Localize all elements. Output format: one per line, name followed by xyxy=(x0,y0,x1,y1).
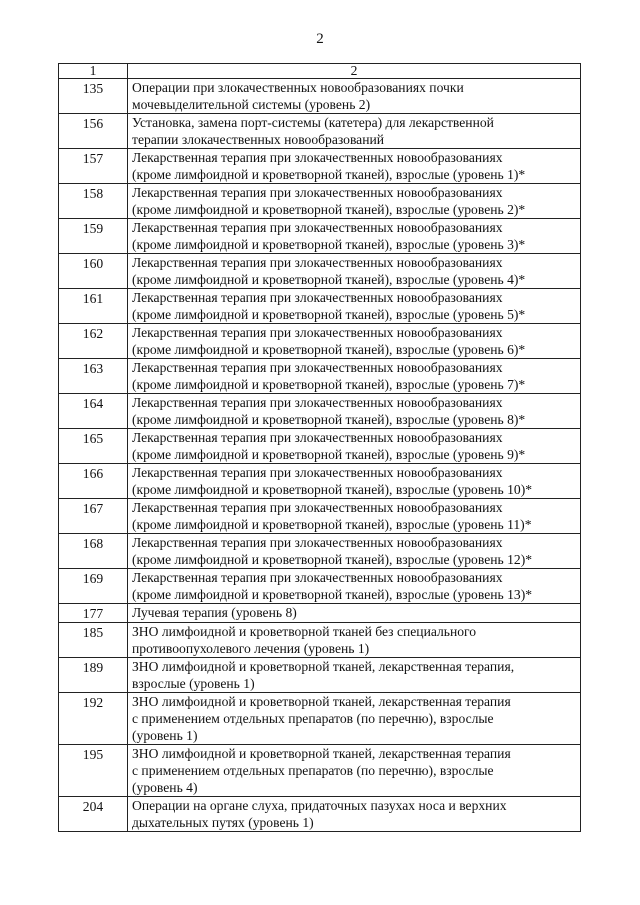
row-code: 165 xyxy=(59,429,128,464)
row-code: 166 xyxy=(59,464,128,499)
row-code: 157 xyxy=(59,149,128,184)
row-description: Лекарственная терапия при злокачественных новообразованиях (кроме лимфоидной и кроветворной тканей), взрослые (уровень 3)* xyxy=(128,219,581,254)
row-description: Лекарственная терапия при злокачественных новообразованиях (кроме лимфоидной и кроветворной тканей), взрослые (уровень 9)* xyxy=(128,429,581,464)
header-col-1: 1 xyxy=(59,64,128,79)
row-description: Лекарственная терапия при злокачественных новообразованиях (кроме лимфоидной и кроветворной тканей), взрослые (уровень 13)* xyxy=(128,569,581,604)
row-code: 169 xyxy=(59,569,128,604)
row-code: 135 xyxy=(59,79,128,114)
table-row xyxy=(59,114,581,149)
row-description: ЗНО лимфоидной и кроветворной тканей, лекарственная терапия, взрослые (уровень 1) xyxy=(128,658,581,693)
row-code: 164 xyxy=(59,394,128,429)
row-code: 177 xyxy=(59,604,128,623)
table-row xyxy=(59,79,581,114)
row-code: 185 xyxy=(59,623,128,658)
table-row xyxy=(59,797,581,832)
row-code: 156 xyxy=(59,114,128,149)
row-code: 163 xyxy=(59,359,128,394)
row-code: 167 xyxy=(59,499,128,534)
table-row xyxy=(59,745,581,797)
row-code: 159 xyxy=(59,219,128,254)
row-description: Лекарственная терапия при злокачественных новообразованиях (кроме лимфоидной и кроветворной тканей), взрослые (уровень 2)* xyxy=(128,184,581,219)
row-code: 168 xyxy=(59,534,128,569)
row-description: Лекарственная терапия при злокачественных новообразованиях (кроме лимфоидной и кроветворной тканей), взрослые (уровень 7)* xyxy=(128,359,581,394)
row-description: Лекарственная терапия при злокачественных новообразованиях (кроме лимфоидной и кроветворной тканей), взрослые (уровень 6)* xyxy=(128,324,581,359)
table-row xyxy=(59,254,581,289)
table-row xyxy=(59,289,581,324)
table-row xyxy=(59,149,581,184)
row-description: Операции на органе слуха, придаточных пазухах носа и верхних дыхательных путях (уровень 1) xyxy=(128,797,581,832)
table-row xyxy=(59,324,581,359)
row-description: ЗНО лимфоидной и кроветворной тканей без специального противоопухолевого лечения (уровень 1) xyxy=(128,623,581,658)
services-table xyxy=(58,63,581,832)
row-description: Лекарственная терапия при злокачественных новообразованиях (кроме лимфоидной и кроветворной тканей), взрослые (уровень 10)* xyxy=(128,464,581,499)
table-row xyxy=(59,464,581,499)
table-row xyxy=(59,184,581,219)
table-row xyxy=(59,219,581,254)
table-header-row xyxy=(59,64,581,79)
table-row xyxy=(59,569,581,604)
row-code: 195 xyxy=(59,745,128,797)
page-number: 2 xyxy=(316,31,324,47)
row-description: Установка, замена порт-системы (катетера) для лекарственной терапии злокачественных новообразований xyxy=(128,114,581,149)
table-row xyxy=(59,623,581,658)
row-code: 158 xyxy=(59,184,128,219)
row-description: Лучевая терапия (уровень 8) xyxy=(128,604,581,623)
table-row xyxy=(59,604,581,623)
row-description: Лекарственная терапия при злокачественных новообразованиях (кроме лимфоидной и кроветворной тканей), взрослые (уровень 4)* xyxy=(128,254,581,289)
row-code: 160 xyxy=(59,254,128,289)
table-row xyxy=(59,534,581,569)
table-row xyxy=(59,394,581,429)
row-code: 189 xyxy=(59,658,128,693)
row-description: Лекарственная терапия при злокачественных новообразованиях (кроме лимфоидной и кроветворной тканей), взрослые (уровень 11)* xyxy=(128,499,581,534)
row-description: Лекарственная терапия при злокачественных новообразованиях (кроме лимфоидной и кроветворной тканей), взрослые (уровень 12)* xyxy=(128,534,581,569)
table-row xyxy=(59,359,581,394)
row-code: 162 xyxy=(59,324,128,359)
row-code: 161 xyxy=(59,289,128,324)
row-description: ЗНО лимфоидной и кроветворной тканей, лекарственная терапия с применением отдельных препаратов (по перечню), взрослые (уровень 4) xyxy=(128,745,581,797)
row-description: Лекарственная терапия при злокачественных новообразованиях (кроме лимфоидной и кроветворной тканей), взрослые (уровень 1)* xyxy=(128,149,581,184)
row-code: 204 xyxy=(59,797,128,832)
table-row xyxy=(59,499,581,534)
row-code: 192 xyxy=(59,693,128,745)
table-row xyxy=(59,693,581,745)
header-col-2: 2 xyxy=(128,64,581,79)
table-row xyxy=(59,429,581,464)
row-description: Лекарственная терапия при злокачественных новообразованиях (кроме лимфоидной и кроветворной тканей), взрослые (уровень 5)* xyxy=(128,289,581,324)
row-description: ЗНО лимфоидной и кроветворной тканей, лекарственная терапия с применением отдельных препаратов (по перечню), взрослые (уровень 1) xyxy=(128,693,581,745)
table-row xyxy=(59,658,581,693)
row-description: Операции при злокачественных новообразованиях почки мочевыделительной системы (уровень 2) xyxy=(128,79,581,114)
row-description: Лекарственная терапия при злокачественных новообразованиях (кроме лимфоидной и кроветворной тканей), взрослые (уровень 8)* xyxy=(128,394,581,429)
